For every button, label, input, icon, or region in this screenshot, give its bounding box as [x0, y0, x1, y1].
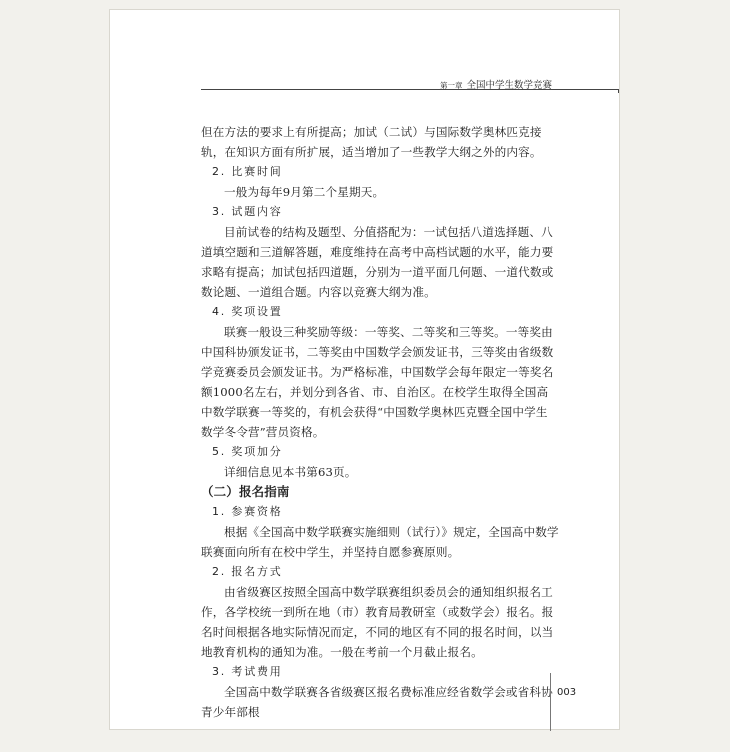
section-text-method: 由省级赛区按照全国高中数学联赛组织委员会的通知组织报名工作，各学校统一到所在地（市）教育局教研室（或数学会）报名。报名时间根据各地实际情况而定，不同的地区有不同的报名时间，以当地教育机构的通知为准。一般在考前一个月截止报名。	[201, 585, 554, 659]
section-heading-awards: 4. 奖项设置	[212, 305, 283, 318]
part-heading-registration: （二）报名指南	[201, 484, 290, 499]
section-heading-eligibility: 1. 参赛资格	[212, 505, 283, 518]
chapter-label: 第一章	[440, 81, 463, 90]
intro-paragraph: 但在方法的要求上有所提高；加试（二试）与国际数学奥林匹克接轨，在知识方面有所扩展，适当增加了一些教学大纲之外的内容。	[201, 125, 542, 159]
section-text-content: 目前试卷的结构及题型、分值搭配为：一试包括八道选择题、八道填空题和三道解答题，难度维持在高考中高档试题的水平，能力要求略有提高；加试包括四道题，分别为一道平面几何题、一道代数或数论题、一道组合题。内容以竞赛大纲为准。	[201, 225, 554, 299]
section-heading-bonus: 5. 奖项加分	[212, 445, 283, 458]
section-text-time: 一般为每年9月第二个星期天。	[224, 185, 385, 199]
page-number-rule	[550, 673, 551, 731]
section-heading-method: 2. 报名方式	[212, 565, 283, 578]
chapter-title: 全国中学生数学竞赛	[466, 80, 553, 91]
section-text-fees: 全国高中数学联赛各省级赛区报名费标准应经省数学会或省科协青少年部根	[201, 685, 553, 719]
section-text-bonus: 详细信息见本书第63页。	[224, 465, 357, 479]
section-heading-fees: 3. 考试费用	[212, 665, 283, 678]
book-page	[109, 9, 620, 730]
section-heading-time: 2. 比赛时间	[212, 165, 283, 178]
header-rule-tick	[618, 89, 619, 93]
section-text-awards: 联赛一般设三种奖励等级：一等奖、二等奖和三等奖。一等奖由中国科协颁发证书，二等奖由中国数学会颁发证书，三等奖由省级数学竞赛委员会颁发证书。为严格标准，中国数学会每年限定一等奖名额1000名左右，并划分到各省、市、自治区。在校学生取得全国高中数学联赛一等奖的，有机会获得“中国数学奥林匹克暨全国中学生数学冬令营”营员资格。	[201, 325, 554, 439]
section-text-eligibility: 根据《全国高中数学联赛实施细则（试行）》规定，全国高中数学联赛面向所有在校中学生，并坚持自愿参赛原则。	[201, 525, 559, 559]
header-rule	[201, 89, 619, 90]
body-text	[201, 122, 559, 722]
section-heading-content: 3. 试题内容	[212, 205, 283, 218]
page-number: 003	[557, 687, 577, 698]
